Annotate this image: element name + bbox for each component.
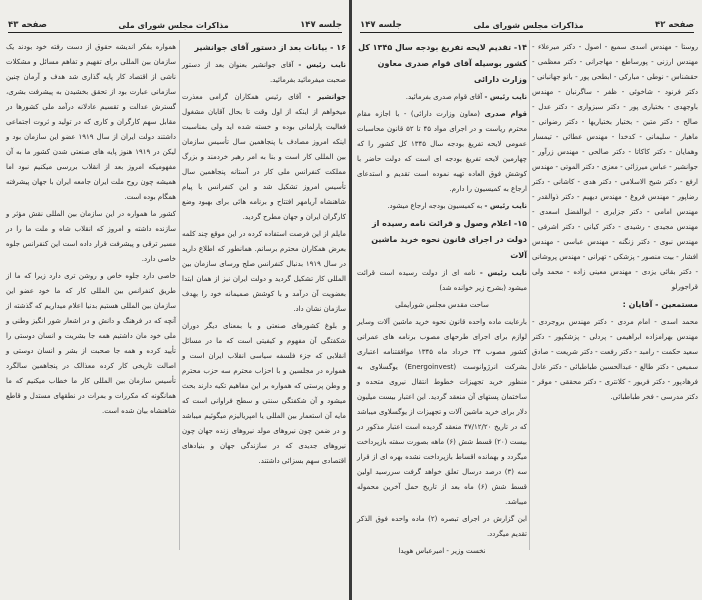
speech-text: نامه ای از دولت رسیده است قرائت میشود (بشرح زیر خوانده شد) [357, 269, 527, 292]
page-number: صفحه ۴۳ [8, 20, 47, 30]
section-heading: ۱۵- اعلام وصول و قرائت نامه رسیده از دولت در اجرای قانون نحوه خرید ماشین آلات [371, 219, 527, 260]
text-column-left [357, 40, 527, 561]
speech-text: به کمیسیون بودجه ارجاع میشود. [387, 202, 483, 210]
page-header [8, 16, 342, 33]
speech-text: آقای قوام صدری بفرمائید. [405, 93, 483, 101]
body-paragraph: خاصی دارد جلوه خاص و روشن تری دارد زیرا که ما از طریق کنفرانس بین المللی کار که ما خود عضو این سازمان بین المللی هستیم بدنیا اعلام میداریم که گذشته از آنچه که در فرهنگ و دانش و در اشعار شور انگیز وطنی و ملی خود مان داشتیم همه جا بشریت و انسان دوستی را تأیید کرده و همه جا صحبت از بشر و انسان دوستی و اصالت تاریخی کار کرده معذالک در پنجاهمین سالگرد تأسیس سازمان بین المللی کار ما خطاب میکنیم که ما همانگونه که مکررات و بمرات در نطقهای مستدل و قاطع شاهنشاه بیان شده است. [6, 272, 176, 415]
speech-paragraph [357, 199, 527, 214]
speech-text: آقای جوانشیر بعنوان بعد از دستور صحبت میفرمائید بفرمائید. [182, 61, 346, 84]
text-column-right [182, 40, 346, 471]
speech-paragraph [182, 58, 346, 88]
text-column-right [532, 40, 698, 407]
session-number: جلسه ۱۴۷ [300, 20, 342, 30]
page-header [360, 16, 694, 33]
centered-line: نخست وزیر - امیرعباس هویدا [398, 547, 486, 555]
body-paragraph: روستا - مهندس اسدی سمیع - اصول - دکتر میرعلاء - مهندس ارزنی - پورساطع - مهاجرانی - دکتر معظمی - حقشناس - نوطی - مبارکی - ابطحی پور - بانو جهانبانی - دکتر فرنود - شاخوئی - ظفر - ساگرنبان - مهندس باوجهدی - بختیاری پور - دکتر سبزواری - دکتر عدل - صالح - دکتر متین - بختیار بختیاریها - دکتر رضوانی - ماهیار - سلیمانی - کدخدا - مهندس عطائی - تیمسار وهمایان - دکتر کاکاتا - دکتر صالحی - مهندس زرآور - جوانشیر - عباس میرزائی - معزی - دکتر الموتی - مهندس ارفع - دکتر شیخ الاسلامی - دکتر هدی - کاشانی - دکتر رضاپور - مهندس فروغ - مهندس دیهیم - دکتر ذوالقدر - مهندس امامی - دکتر جزایری - ابوالفضل اسعدی - مهندس مجیدی - رشیدی - دکتر کیانی - دکتر اشرفی - مهندس نبوی - دکتر زنگنه - مهندس عباسی - مهندس افشار - بیت منصور - پزشکی - تهرانی - مهندس پروشانی - دکتر بقائی یزدی - مهندس معینی زاده - محمد ولی قراجورلو [532, 43, 698, 291]
speaker-name: نایب رئیس - [479, 269, 527, 277]
right-page [352, 0, 702, 600]
left-page [0, 0, 350, 600]
speaker-name: نایب رئیس - [298, 61, 346, 69]
body-paragraph: بارعایت ماده واحده قانون نحوه خرید ماشین آلات وسایر لوازم برای اجرای طرحهای مصوب برنامه های عمرانی کشور مصوب ۲۴ خرداد ماه ۱۳۴۵ موافقتنامه اعتباری بشرکت انرژوانوست (Energoinvest) یوگسلاوی به منظور خرید تجهیزات خطوط انتقال نیروی متحده و ساختمان پستهای آن منعقد گردید. این اعتبار بیست میلیون دلار برای خرید ماشین آلات و تجهیزات از یوگسلاوی میباشد که در تاریخ ۴۷/۱۲/۲۰ منعقد گردیده است اعتبار مذکور در بیست (۲۰) قسط شش (۶) ماهه بصورت سفته بازپرداخت میگردد و بهمانده اقساط بازپرداخت نشده بهره ای از قرار سه (۳) درصد درسال تعلق خواهد گرفت سررسید اولین قسط شش (۶) ماه بعد از تاریخ حمل آخرین محموله میباشد. [356, 318, 528, 506]
section-heading: ۱۶ - بیانات بعد از دستور آقای جوانشیر [194, 43, 346, 52]
page-number: صفحه ۴۲ [655, 20, 694, 30]
speaker-name: نایب رئیس - [484, 93, 527, 101]
body-paragraph: همواره بفکر اندیشه حقوق از دست رفته خود بودند یک سازمان بین المللی برای تفهیم و تفاهم مسائل و مشکلات ناشی از اقتصاد کار پایه گذاری شد هدف و آرمان چنین سازمانی عبارت بود از تحقق بخشیدن به پیشرفت بشری، گسترش عدالت و تقسیم عادلانه درآمد ملی کشورها در مقابل سهم کارگران و کاری که در تولید و ثروت اجتماعی داشتند دولت ایران از سال ۱۹۱۹ عضو این سازمان بود و لیکن در ۱۹۱۹ هنوز پایه های صنعتی شدن کشور ما به آن مفهومیکه امروز بعد از انقلاب بررسی میکنیم نبود اما همیشه چون روح ملت ایران جامعه ایران با جهان پیشرفته همگام بوده است. [6, 43, 177, 201]
centered-line: ساحت مقدس مجلس شورایملی [395, 301, 489, 309]
speech-text: (معاون وزارت دارائی) - با اجازه مقام محترم ریاست و در اجرای مواد ۴۵ تا ۵۲ قانون محاسبات عمومی لایحه تفریغ بودجه سال ۱۳۴۵ کل کشور را که چهارمین لایحه تفریغ بودجه ای است که دولت حاضر با کوشش فوق العاده تهیه نموده است تقدیم و استدعای ارجاع به کمیسیون را دارم. [357, 110, 528, 193]
column-divider [529, 40, 530, 550]
speech-text: آقای رئیس همکاران گرامی معذرت میخواهم از اینکه از اول وقت تا بحال آقایان مشغول فعالیت پارلمانی بوده و خسته شده اید ولی بمناسبت اینکه امروز مصادف با پنجاهمین سال تأسیس سازمان بین المللی کار است و بنا به امر رهبر خردمند و بزرگ مملکت کنفرانس ملی کار در آستانه پنجاهمین سال تأسیس امروز تشکیل شد و این کنفرانس با پیام شاهنشاه آریامهر افتتاح و برنامه هائی برای بهبود وضع کارگران ایران و جهان مطرح گردید. [182, 93, 346, 221]
speaker-name: قوام صدری [484, 110, 527, 118]
text-column-left [6, 40, 176, 421]
speech-paragraph [357, 107, 527, 197]
running-title: مذاکرات مجلس شورای ملی [473, 21, 584, 30]
speaker-name: جوانشیر - [307, 93, 347, 101]
body-paragraph: کشور ما همواره در این سازمان بین المللی نقش مؤثر و سازنده داشته و امروز که انقلاب شاه و ملت ما را در مسیر ترقی و پیشرفت قرار داده است این کنفرانس جلوه خاصی دارد. [6, 210, 176, 263]
speaker-name: نایب رئیس - [484, 202, 527, 210]
speech-paragraph [357, 266, 527, 296]
section-heading: مستمعین - آقایان : [622, 300, 698, 309]
column-divider [179, 40, 180, 550]
speech-paragraph [182, 90, 346, 225]
body-paragraph: این گزارش در اجرای تبصره (۲) ماده واحده فوق الذکر تقدیم میگردد. [357, 515, 528, 538]
body-paragraph: محمد اسدی - امام مردی - دکتر مهندس بروجردی - مهندس بهرامزاده ابراهیمی - پردلی - پزشکپور - دکتر سعید حکمت - رامبد - دکتر رفعت - دکتر شریعت - صادق سمیعی - دکتر طالع - عبدالحسین طباطبائی - دکتر عادل فرهادپور - دکتر فریور - کلانتری - دکتر محققی - موقر - دکتر مدرسی - فخر طباطبائی. [532, 318, 698, 401]
section-heading: ۱۴- تقدیم لایحه تفریغ بودجه سال ۱۳۴۵ کل کشور بوسیله آقای قوام صدری معاون وزارت دارائی [358, 43, 527, 84]
running-title: مذاکرات مجلس شورای ملی [118, 21, 229, 30]
session-number: جلسه ۱۴۷ [360, 20, 402, 30]
body-paragraph: و بلوغ کشورهای صنعتی و با بمعنای دیگر دوران شکفتگی آن مفهوم و کیفیتی است که ما در مسائل انقلابی که جزء فلسفه سیاسی انقلاب ایران است و همواره در مجلسین و با احزاب محترم سه حزب محترم و وطن پرستی که همواره بر این مفاهیم تکیه دارند بحث میشود و آن شکفتگی سنتی و سطح فراوانی است که مایه آن استعمار بین المللی یا امپریالیزم میگوئیم میباشد و در ضمن چون نیروهای مولد نیروهای زنده جهان چون نیروهای جدیدی که در سازندگی جهان و بنیادهای اقتصادی سهم بسزائی داشتند. [182, 322, 346, 465]
body-paragraph: مایلم از این فرصت استفاده کرده در این موقع چند کلمه بعرض همکاران محترم برسانم. همانطور که اطلاع دارید در سال ۱۹۱۹ بدنبال کنفرانس صلح ورسای سازمان بین المللی کار تشکیل گردید و دولت ایران نیز از همان ابتدا بعضویت آن درآمد و با کوشش صمیمانه خود را بهدف سازمان نشان داد. [182, 230, 346, 313]
speech-paragraph [357, 90, 527, 105]
